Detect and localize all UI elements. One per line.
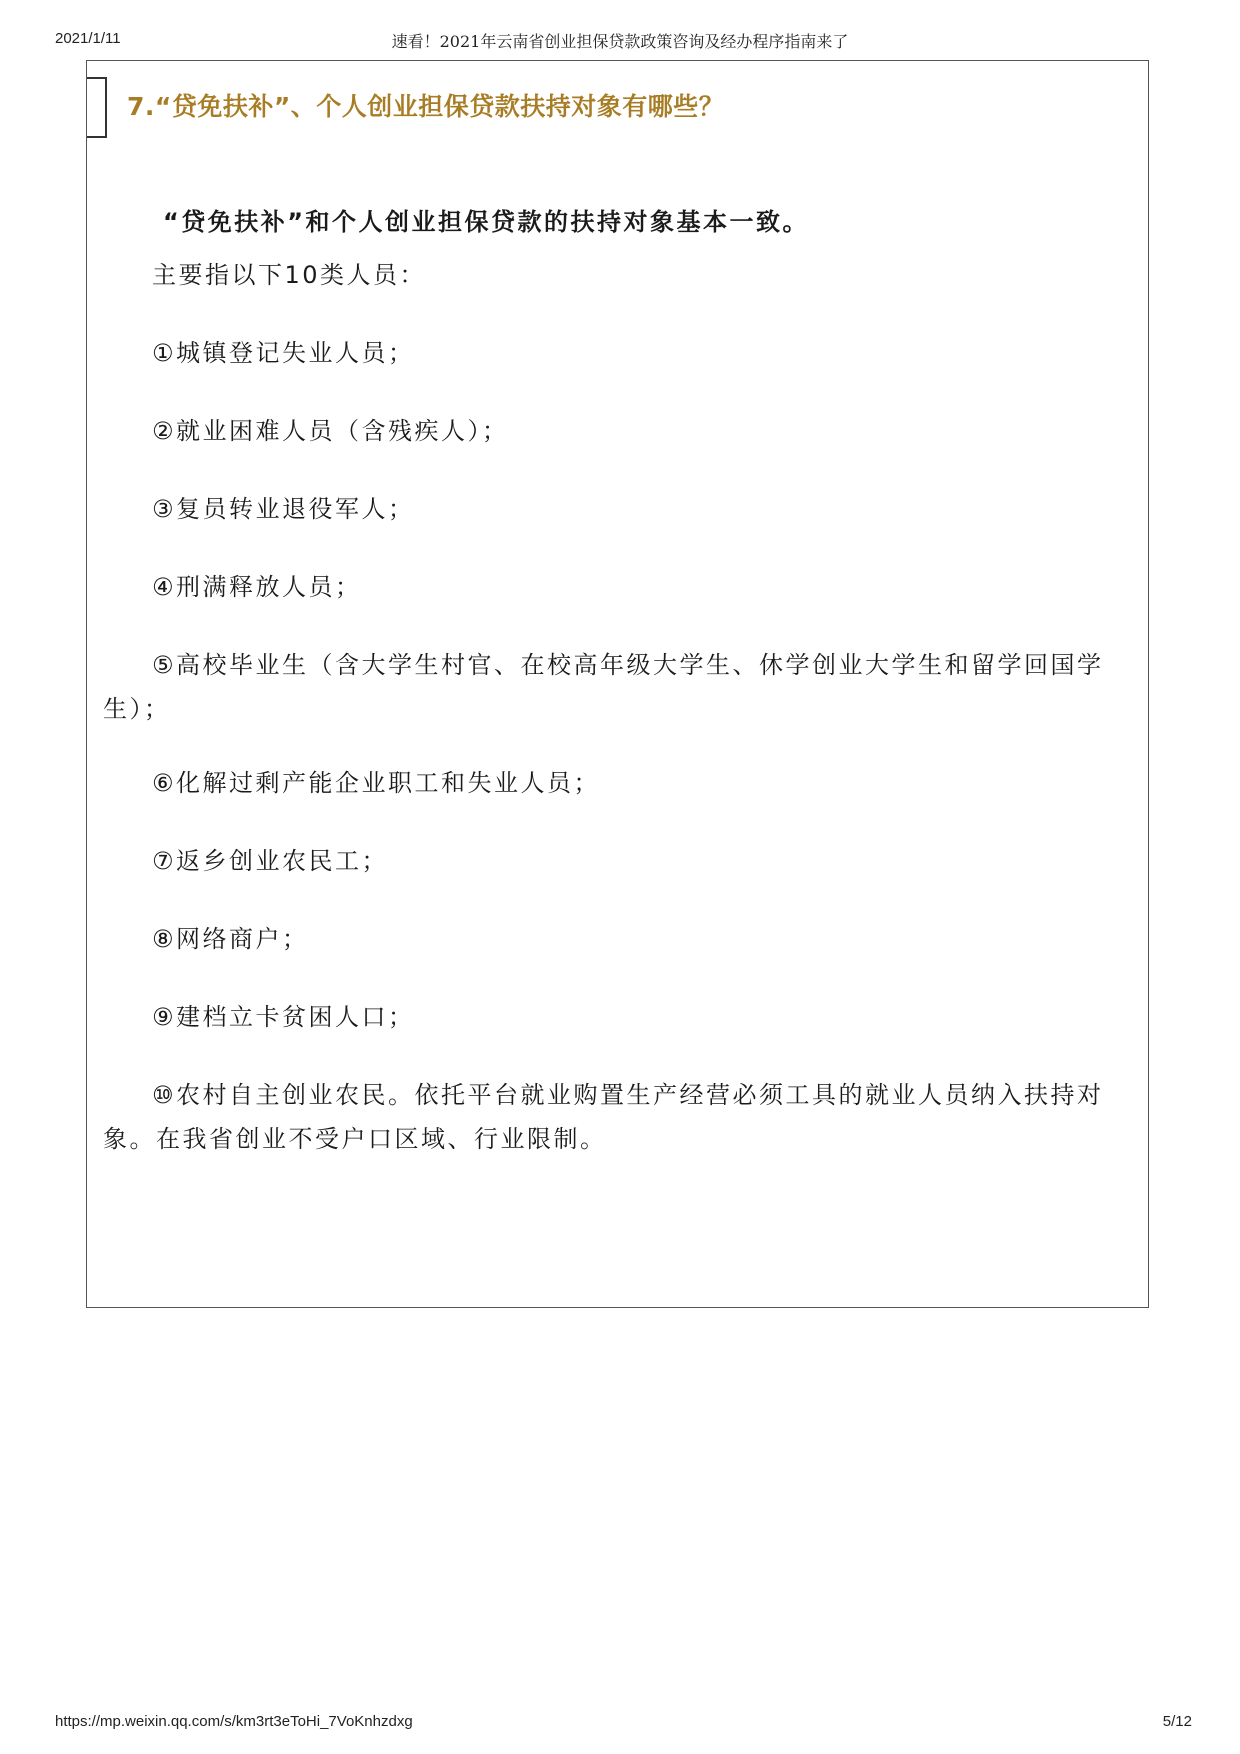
article-content-frame [86, 60, 1149, 1308]
list-item: ⑩农村自主创业农民。依托平台就业购置生产经营必须工具的就业人员纳入扶持对象。在我省创业不受户口区域、行业限制。 [103, 1081, 1104, 1153]
section-heading: 7.“贷免扶补”、个人创业担保贷款扶持对象有哪些？ [127, 92, 725, 121]
print-header-date: 2021/1/11 [55, 30, 121, 47]
list-item: ⑦返乡创业农民工； [152, 847, 389, 875]
print-footer-url: https://mp.weixin.qq.com/s/km3rt3eToHi_7VoKnhzdxg [55, 1713, 413, 1730]
list-item: ⑤高校毕业生（含大学生村官、在校高年级大学生、休学创业大学生和留学回国学生）； [103, 651, 1104, 723]
list-item: ④刑满释放人员； [152, 573, 362, 601]
list-item: ①城镇登记失业人员； [152, 339, 415, 367]
list-item: ⑧网络商户； [152, 925, 309, 953]
heading-bracket-decoration [87, 77, 107, 138]
list-item: ⑥化解过剩产能企业职工和失业人员； [152, 769, 601, 797]
intro-paragraph: “贷免扶补”和个人创业担保贷款的扶持对象基本一致。 [163, 208, 810, 236]
print-footer-page-number: 5/12 [1162, 1713, 1192, 1730]
list-item: ⑨建档立卡贫困人口； [152, 1003, 415, 1031]
lead-paragraph: 主要指以下10类人员： [152, 261, 427, 289]
print-header-title: 速看！2021年云南省创业担保贷款政策咨询及经办程序指南来了 [391, 32, 849, 51]
list-item: ③复员转业退役军人； [152, 495, 415, 523]
list-item: ②就业困难人员（含残疾人）； [152, 417, 509, 445]
